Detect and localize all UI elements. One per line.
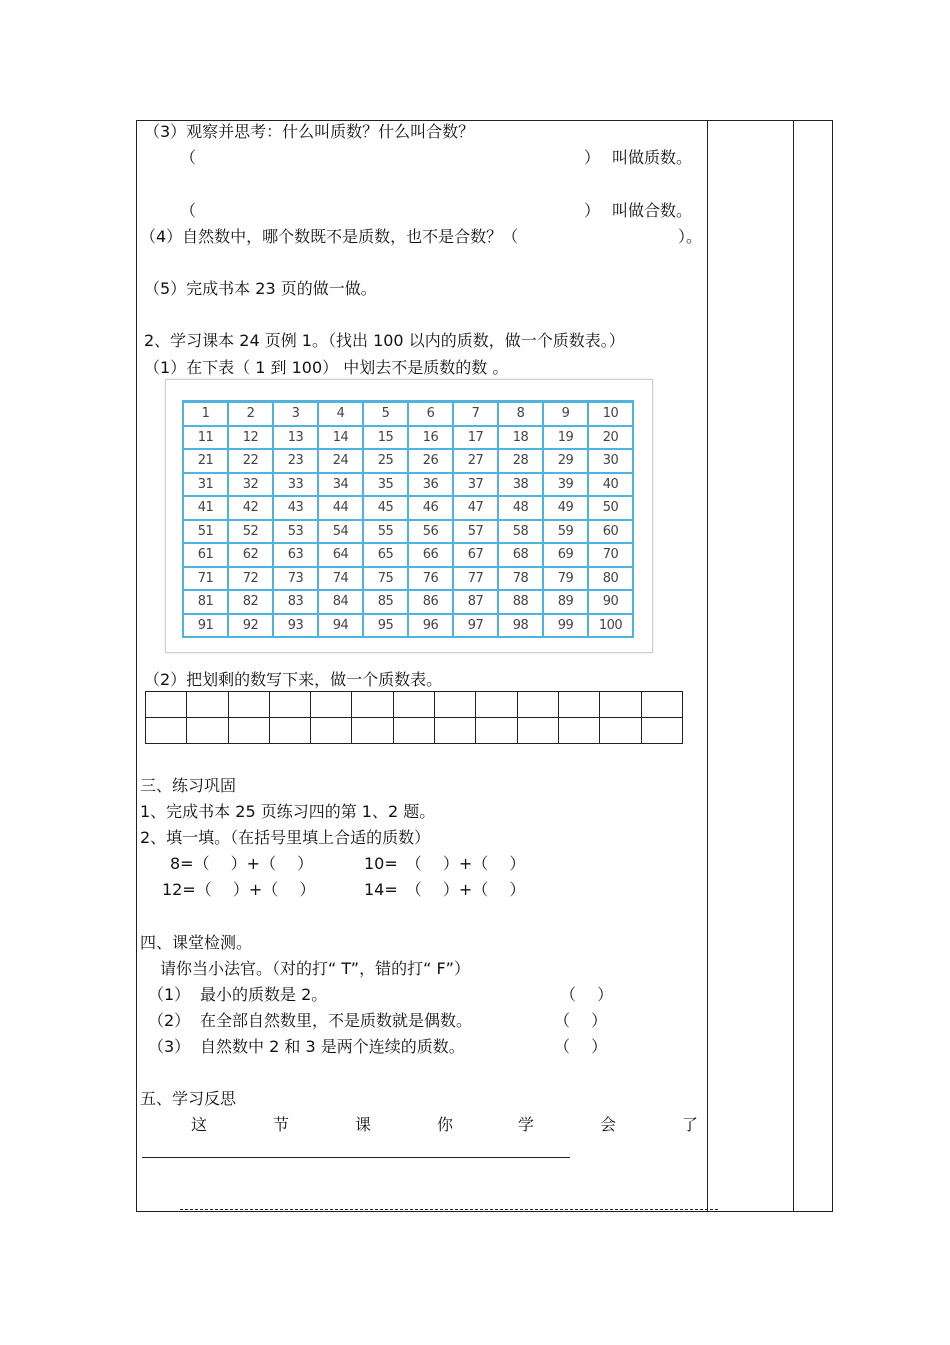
reflect-char-5: 学 xyxy=(518,1115,535,1134)
prime-table-cell[interactable] xyxy=(435,718,476,744)
prime-table xyxy=(145,691,683,744)
number-cell: 62 xyxy=(228,543,273,567)
number-cell: 70 xyxy=(588,543,633,567)
number-cell: 58 xyxy=(498,520,543,544)
number-cell: 42 xyxy=(228,496,273,520)
number-cell: 20 xyxy=(588,426,633,450)
prime-table-cell[interactable] xyxy=(641,692,682,718)
number-cell: 9 xyxy=(543,402,588,426)
number-cell: 57 xyxy=(453,520,498,544)
number-cell: 27 xyxy=(453,449,498,473)
number-cell: 33 xyxy=(273,473,318,497)
number-cell: 87 xyxy=(453,590,498,614)
q3-line2-close: ） xyxy=(584,201,601,220)
judge-item-1-paren: （ ） xyxy=(560,985,614,1004)
number-grid-row xyxy=(183,449,633,473)
prime-table-cell[interactable] xyxy=(187,718,228,744)
number-cell: 15 xyxy=(363,426,408,450)
number-grid-row xyxy=(183,614,633,638)
number-cell: 89 xyxy=(543,590,588,614)
prime-table-cell[interactable] xyxy=(146,692,187,718)
number-cell: 78 xyxy=(498,567,543,591)
number-cell: 96 xyxy=(408,614,453,638)
number-cell: 97 xyxy=(453,614,498,638)
number-cell: 68 xyxy=(498,543,543,567)
judge-item-2-num: （2） xyxy=(148,1011,191,1030)
reflect-char-1: 这 xyxy=(191,1115,208,1134)
number-cell: 5 xyxy=(363,402,408,426)
number-cell: 29 xyxy=(543,449,588,473)
number-cell: 65 xyxy=(363,543,408,567)
number-cell: 71 xyxy=(183,567,228,591)
prime-table-cell[interactable] xyxy=(311,692,352,718)
q4-text: （4）自然数中，哪个数既不是质数，也不是合数？（ xyxy=(140,227,519,246)
section4-title: 四、课堂检测。 xyxy=(140,933,253,952)
column-divider-2 xyxy=(793,120,794,1212)
number-grid-row xyxy=(183,473,633,497)
prime-table-row xyxy=(146,692,683,718)
number-cell: 14 xyxy=(318,426,363,450)
prime-table-cell[interactable] xyxy=(269,692,310,718)
number-cell: 16 xyxy=(408,426,453,450)
number-cell: 94 xyxy=(318,614,363,638)
equation-14: 14= （ ）+（ ） xyxy=(364,880,526,899)
number-grid-row xyxy=(183,567,633,591)
number-cell: 38 xyxy=(498,473,543,497)
prime-table-cell[interactable] xyxy=(517,718,558,744)
number-cell: 19 xyxy=(543,426,588,450)
number-cell: 41 xyxy=(183,496,228,520)
number-cell: 63 xyxy=(273,543,318,567)
number-cell: 95 xyxy=(363,614,408,638)
number-cell: 81 xyxy=(183,590,228,614)
number-grid-row xyxy=(183,402,633,426)
prime-table-cell[interactable] xyxy=(600,718,641,744)
number-cell: 49 xyxy=(543,496,588,520)
number-cell: 79 xyxy=(543,567,588,591)
number-cell: 25 xyxy=(363,449,408,473)
number-cell: 11 xyxy=(183,426,228,450)
number-cell: 6 xyxy=(408,402,453,426)
prime-table-cell[interactable] xyxy=(435,692,476,718)
number-cell: 8 xyxy=(498,402,543,426)
number-cell: 88 xyxy=(498,590,543,614)
number-cell: 32 xyxy=(228,473,273,497)
judge-item-3-paren: （ ） xyxy=(554,1037,608,1056)
number-cell: 73 xyxy=(273,567,318,591)
number-cell: 7 xyxy=(453,402,498,426)
section3-title: 三、练习巩固 xyxy=(140,776,237,795)
prime-table-cell[interactable] xyxy=(352,692,393,718)
number-cell: 64 xyxy=(318,543,363,567)
number-cell: 22 xyxy=(228,449,273,473)
number-cell: 83 xyxy=(273,590,318,614)
equation-10: 10= （ ）+（ ） xyxy=(364,854,526,873)
number-cell: 67 xyxy=(453,543,498,567)
number-cell: 47 xyxy=(453,496,498,520)
prime-table-cell[interactable] xyxy=(393,718,434,744)
number-cell: 60 xyxy=(588,520,633,544)
number-cell: 52 xyxy=(228,520,273,544)
number-cell: 82 xyxy=(228,590,273,614)
number-cell: 43 xyxy=(273,496,318,520)
number-cell: 74 xyxy=(318,567,363,591)
judge-item-1-text: 最小的质数是 2。 xyxy=(200,985,328,1004)
number-cell: 54 xyxy=(318,520,363,544)
prime-table-cell[interactable] xyxy=(187,692,228,718)
prime-table-cell[interactable] xyxy=(600,692,641,718)
number-cell: 4 xyxy=(318,402,363,426)
number-cell: 40 xyxy=(588,473,633,497)
number-cell: 2 xyxy=(228,402,273,426)
judge-item-2-paren: （ ） xyxy=(554,1011,608,1030)
number-cell: 100 xyxy=(588,614,633,638)
q4-end: ）。 xyxy=(678,227,703,246)
number-cell: 55 xyxy=(363,520,408,544)
number-cell: 56 xyxy=(408,520,453,544)
reflect-char-6: 会 xyxy=(600,1115,617,1134)
number-cell: 93 xyxy=(273,614,318,638)
prime-table-cell[interactable] xyxy=(476,718,517,744)
prime-table-cell[interactable] xyxy=(228,718,269,744)
number-cell: 86 xyxy=(408,590,453,614)
number-cell: 45 xyxy=(363,496,408,520)
number-cell: 61 xyxy=(183,543,228,567)
number-cell: 30 xyxy=(588,449,633,473)
number-cell: 99 xyxy=(543,614,588,638)
number-cell: 51 xyxy=(183,520,228,544)
number-cell: 17 xyxy=(453,426,498,450)
prime-table-row xyxy=(146,718,683,744)
number-cell: 34 xyxy=(318,473,363,497)
number-cell: 76 xyxy=(408,567,453,591)
number-cell: 72 xyxy=(228,567,273,591)
reflect-char-2: 节 xyxy=(273,1115,290,1134)
number-cell: 36 xyxy=(408,473,453,497)
number-cell: 90 xyxy=(588,590,633,614)
q5-text: （5）完成书本 23 页的做一做。 xyxy=(144,279,377,298)
q3-title: （3）观察并思考：什么叫质数？什么叫合数？ xyxy=(144,122,475,141)
number-cell: 24 xyxy=(318,449,363,473)
number-cell: 18 xyxy=(498,426,543,450)
number-cell: 10 xyxy=(588,402,633,426)
number-cell: 46 xyxy=(408,496,453,520)
number-cell: 1 xyxy=(183,402,228,426)
answer-line-1 xyxy=(142,1157,570,1158)
section3-item2: 2、填一填。（在括号里填上合适的质数） xyxy=(140,828,431,847)
number-grid-row xyxy=(183,543,633,567)
number-cell: 75 xyxy=(363,567,408,591)
prime-table-cell[interactable] xyxy=(311,718,352,744)
reflect-char-4: 你 xyxy=(437,1115,454,1134)
prime-table-cell[interactable] xyxy=(146,718,187,744)
number-cell: 39 xyxy=(543,473,588,497)
number-cell: 12 xyxy=(228,426,273,450)
number-cell: 35 xyxy=(363,473,408,497)
number-cell: 37 xyxy=(453,473,498,497)
prime-table-cell[interactable] xyxy=(558,718,599,744)
number-cell: 21 xyxy=(183,449,228,473)
section2-title: 2、学习课本 24 页例 1。（找出 100 以内的质数，做一个质数表。） xyxy=(144,331,625,350)
number-cell: 53 xyxy=(273,520,318,544)
prime-table-cell[interactable] xyxy=(228,692,269,718)
number-cell: 69 xyxy=(543,543,588,567)
prime-table-cell[interactable] xyxy=(352,718,393,744)
judge-item-3-text: 自然数中 2 和 3 是两个连续的质数。 xyxy=(200,1037,465,1056)
judge-item-2-text: 在全部自然数里，不是质数就是偶数。 xyxy=(200,1011,473,1030)
number-cell: 84 xyxy=(318,590,363,614)
reflect-char-7: 了 xyxy=(682,1115,699,1134)
number-cell: 98 xyxy=(498,614,543,638)
number-cell: 44 xyxy=(318,496,363,520)
judge-item-3-num: （3） xyxy=(148,1037,191,1056)
prime-table-cell[interactable] xyxy=(517,692,558,718)
number-cell: 31 xyxy=(183,473,228,497)
prime-table-cell[interactable] xyxy=(269,718,310,744)
prime-table-cell[interactable] xyxy=(476,692,517,718)
number-cell: 66 xyxy=(408,543,453,567)
section4-intro: 请你当小法官。（对的打“ T”，错的打“ F”） xyxy=(160,959,470,978)
q3-line1-close: ） xyxy=(584,148,601,167)
q3-line1-end: 叫做质数。 xyxy=(612,148,693,167)
section5-title: 五、学习反思 xyxy=(140,1089,237,1108)
section3-item1: 1、完成书本 25 页练习四的第 1、2 题。 xyxy=(140,802,436,821)
number-cell: 50 xyxy=(588,496,633,520)
number-grid-row xyxy=(183,496,633,520)
prime-table-cell[interactable] xyxy=(558,692,599,718)
number-cell: 77 xyxy=(453,567,498,591)
prime-table-cell[interactable] xyxy=(641,718,682,744)
number-grid-row xyxy=(183,426,633,450)
reflect-char-3: 课 xyxy=(355,1115,372,1134)
q3-line2-open: （ xyxy=(180,201,197,220)
number-cell: 92 xyxy=(228,614,273,638)
q3-line1-open: （ xyxy=(180,148,197,167)
number-cell: 85 xyxy=(363,590,408,614)
number-grid-row xyxy=(183,520,633,544)
number-grid-row xyxy=(183,590,633,614)
number-cell: 23 xyxy=(273,449,318,473)
judge-item-1-num: （1） xyxy=(148,985,191,1004)
column-divider-1 xyxy=(707,120,708,1212)
section2-step1: （1）在下表（ 1 到 100） 中划去不是质数的数 。 xyxy=(144,358,509,377)
number-cell: 91 xyxy=(183,614,228,638)
equation-8: 8=（ ）+（ ） xyxy=(170,854,314,873)
q3-line2-end: 叫做合数。 xyxy=(612,201,693,220)
number-cell: 59 xyxy=(543,520,588,544)
number-cell: 48 xyxy=(498,496,543,520)
number-cell: 80 xyxy=(588,567,633,591)
equation-12: 12=（ ）+（ ） xyxy=(162,880,316,899)
answer-line-2 xyxy=(180,1209,718,1210)
number-cell: 26 xyxy=(408,449,453,473)
number-grid xyxy=(182,400,634,638)
number-cell: 28 xyxy=(498,449,543,473)
section2-step2: （2）把划剩的数写下来，做一个质数表。 xyxy=(144,670,443,689)
number-cell: 13 xyxy=(273,426,318,450)
number-cell: 3 xyxy=(273,402,318,426)
prime-table-cell[interactable] xyxy=(393,692,434,718)
